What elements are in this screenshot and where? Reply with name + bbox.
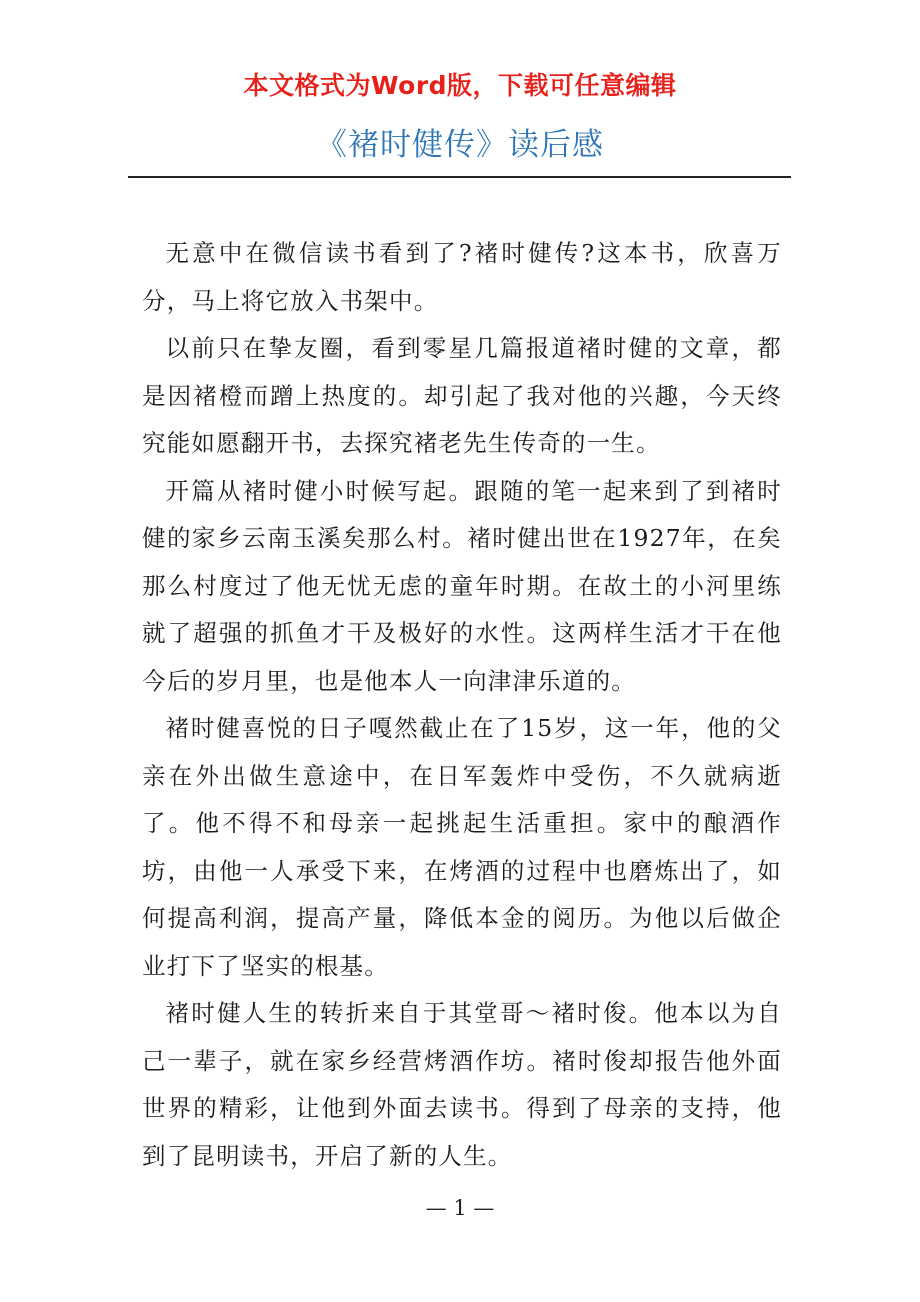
document-body: [142, 230, 782, 1180]
paragraph-5: 褚时健人生的转折来自于其堂哥～褚时俊。他本以为自己一辈子，就在家乡经营烤酒作坊。褚时俊却报告他外面世界的精彩，让他到外面去读书。得到了母亲的支持，他到了昆明读书，开启了新的人生。: [142, 999, 782, 1170]
paragraph-4: 褚时健喜悦的日子嘎然截止在了15岁，这一年，他的父亲在外出做生意途中，在日军轰炸中受伤，不久就病逝了。他不得不和母亲一起挑起生活重担。家中的酿酒作坊，由他一人承受下来，在烤酒的过程中也磨炼出了，如何提高利润，提高产量，降低本金的阅历。为他以后做企业打下了坚实的根基。: [142, 714, 782, 980]
document-title: 《褚时健传》读后感: [316, 127, 604, 163]
title-divider: [128, 176, 791, 178]
paragraph-1: 无意中在微信读书看到了?褚时健传?这本书，欣喜万分，马上将它放入书架中。: [142, 239, 782, 315]
page-number: — 1 —: [425, 1196, 495, 1220]
paragraph-2: 以前只在挚友圈，看到零星几篇报道褚时健的文章，都是因褚橙而蹭上热度的。却引起了我对他的兴趣，今天终究能如愿翻开书，去探究褚老先生传奇的一生。: [142, 334, 782, 457]
format-notice: 本文格式为Word版，下载可任意编辑: [243, 71, 677, 100]
paragraph-3: 开篇从褚时健小时候写起。跟随的笔一起来到了到褚时健的家乡云南玉溪矣那么村。褚时健出世在1927年，在矣那么村度过了他无忧无虑的童年时期。在故土的小河里练就了超强的抓鱼才干及极好的水性。这两样生活才干在他今后的岁月里，也是他本人一向津津乐道的。: [142, 476, 782, 695]
